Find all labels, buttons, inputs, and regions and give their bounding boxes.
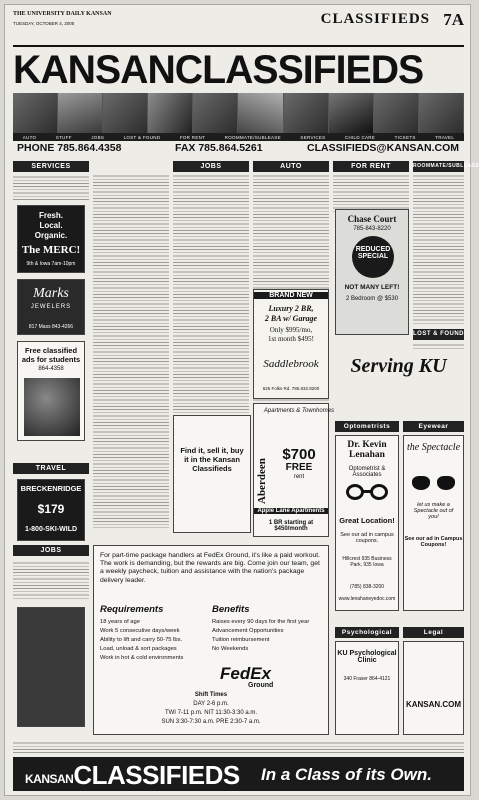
column-services [13,161,89,733]
header-lost-found: LOST & FOUND [413,329,464,340]
category-auto: AUTO [22,134,37,140]
header-jobs: JOBS [173,161,249,172]
header-services: SERVICES [13,161,89,172]
student-photo [24,378,80,436]
masthead: KANSANCLASSIFIEDS [13,48,424,92]
ad-dr-lenahan[interactable]: Dr. Kevin Lenahan Optometrist & Associates Great Location! See our ad in campus coupons. Hillcrest 935 Business Park, 935 Iowa (785) 838-3200 www.lenahaneyedoc.com [335,435,399,611]
header-travel: TRAVEL [13,463,89,474]
header-optometrists: Optometrists [335,421,399,432]
header-legal: Legal [403,627,464,638]
category-bar [13,133,464,141]
header-psychological: Psychological [335,627,399,638]
contact-bar [13,142,464,156]
contact-email: CLASSIFIEDS@KANSAN.COM [307,142,459,154]
category-child-care: CHILD CARE [344,134,376,140]
header-jobs-small: JOBS [13,545,89,556]
sunglasses-icon [412,476,456,494]
newspaper-page [4,4,479,796]
contact-fax: FAX 785.864.5261 [175,142,263,154]
footer-tagline: In a Class of its Own. [261,765,432,784]
ad-the-spectacle[interactable]: the Spectacle let us make a Spectacle out of you! See our ad in Campus Coupons! [403,435,464,611]
category-lost-found: LOST & FOUND [123,134,161,140]
ad-lawrence-rental[interactable] [17,607,85,727]
photo-rent [193,93,238,133]
category-stuff: STUFF [55,134,72,140]
category-for-rent: FOR RENT [179,134,206,140]
text-block [93,174,169,528]
requirements-list: 18 years of age Work 5 consecutive days/week Ability to lift and carry 50-75 lbs. Load, unload & sort packages Work in hot & cold environments [100,619,184,661]
photo-lost [148,93,193,133]
photo-tickets [374,93,419,133]
issue-date: TUESDAY, OCTOBER 4, 2005 [13,21,75,26]
text-block [13,561,89,601]
footer-fine-print [13,741,464,755]
header-auto: AUTO [253,161,329,172]
header-topline [13,11,464,45]
photo-childcare [329,93,374,133]
photo-jobs [103,93,148,133]
photo-roommate [238,93,283,133]
category-travel: TRAVEL [435,134,455,140]
ad-breckenridge[interactable]: BRECKENRIDGE $179 1-800-SKI-WILD [17,479,85,541]
ad-fedex-ground[interactable]: For part-time package handlers at FedEx Ground, it's like a paid workout. The work is demanding, but the rewards are big. Come join our team, get a weekly paycheck, tuition and assistance with the nation's package delivery leader. Requirements 18 years of age Work 5 consecutive days/week Ability to lift and carry 50-75 lbs. Load, unload & sort packages Work in hot & cold environments Benefits Raises every 90 days for the first year Advancement Opportunities Tuition reimbursement No Weekends FedEx Ground Shift Times DAY 2-6 p.m. TWI 7-11 p.m. NIT 11:30-3:30 a.m. SUN 3:30-7:30 a.m. PRE 2:30-7 a.m. [93,545,329,735]
ad-merc[interactable]: Fresh. Local. Organic. The MERC! 9th & Iowa 7am-10pm [17,205,85,273]
ad-aberdeen[interactable]: Aberdeen Apartments & Townhomes $700 FREE rent Apple Lane Apartments 1 BR starting at $450/month [253,403,329,537]
header-roommate: ROOMMATE/SUBLEASE [413,161,464,172]
photo-auto [13,93,58,133]
ad-legal[interactable]: KANSAN.COM [403,641,464,735]
category-jobs: JOBS [91,134,105,140]
ad-psychological-clinic[interactable]: KU Psychological Clinic 340 Fraser 864-4121 [335,641,399,735]
page-number: 7A [443,10,464,29]
contact-phone: PHONE 785.864.4358 [17,142,122,154]
benefits-list: Raises every 90 days for the first year Advancement Opportunities Tuition reimbursement No Weekends [212,619,310,652]
photo-services [284,93,329,133]
ad-free-classified[interactable]: Free classified ads for students 864-4358 [17,341,85,441]
header-for-rent: FOR RENT [333,161,409,172]
photo-strip [13,93,464,133]
category-roommate: ROOMMATE/SUBLEASE [224,134,281,140]
text-block [13,175,89,201]
footer-brand: KANSANCLASSIFIEDS [25,760,240,790]
ad-saddlebrook[interactable]: BRAND NEW Luxury 2 BR, 2 BA w/ Garage Only $995/mo, 1st month $495! Saddlebrook 625 Folks Rd. 785.832.8200 [253,289,329,399]
ad-marks-jewelers[interactable]: Marks JEWELERS 817 Mass 843-4266 [17,279,85,335]
text-block [333,174,409,214]
section-title: CLASSIFIEDS [320,11,430,27]
ad-chase-court[interactable]: Chase Court 785-843-8220 REDUCED SPECIAL NOT MANY LEFT! 2 Bedroom @ $530 [335,209,409,335]
text-block [413,174,464,324]
photo-stuff [58,93,103,133]
footer-banner [13,757,464,791]
reduced-special-badge: REDUCED SPECIAL [352,236,394,278]
ad-kansan-find[interactable]: Find it, sell it, buy it in the Kansan Classifieds [173,415,251,533]
photo-travel [419,93,464,133]
category-services: SERVICES [300,134,326,140]
header-rule [13,45,464,47]
glasses-icon [346,482,390,502]
serving-ku-banner: Serving KU [333,351,464,395]
paper-name: THE UNIVERSITY DAILY KANSAN [13,11,112,17]
fedex-logo: FedEx [220,664,272,683]
category-tickets: TICKETS [394,134,416,140]
header-eyewear: Eyewear [403,421,464,432]
